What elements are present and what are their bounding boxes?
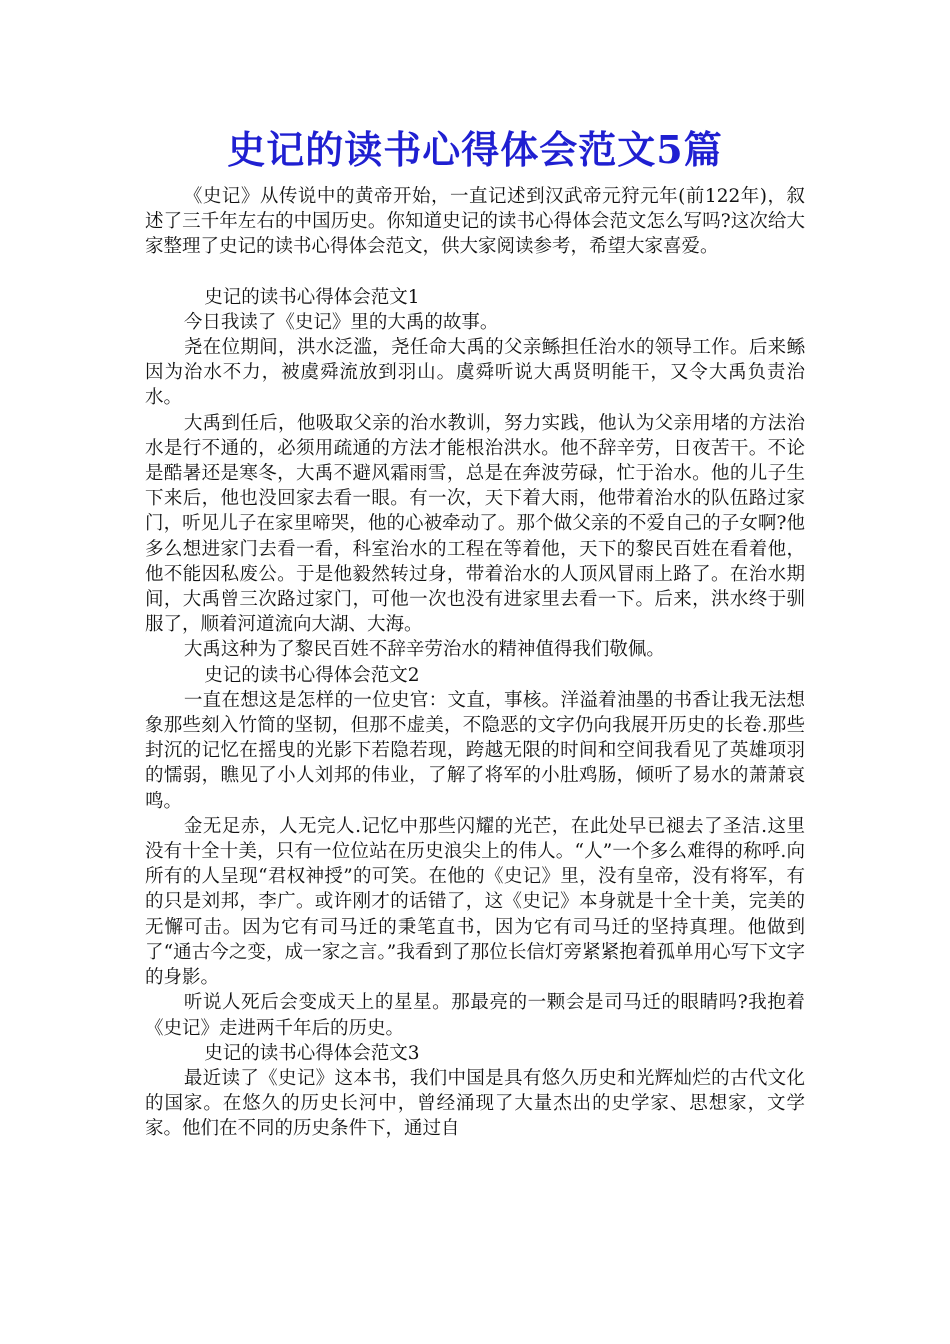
section-1 [145,285,805,663]
section-2 [145,663,805,1041]
paragraph: 今日我读了《史记》里的大禹的故事。 [183,311,499,333]
paragraph: 大禹这种为了黎民百姓不辞辛劳治水的精神值得我们敬佩。 [183,639,665,661]
section-heading: 史记的读书心得体会范文1 [204,286,420,308]
section-3 [145,1041,805,1142]
section-heading: 史记的读书心得体会范文3 [204,1042,420,1064]
paragraph: 一直在想这是怎样的一位史官：文直，事核。洋溢着油墨的书香让我无法想象那些刻入竹简的坚韧，但那不虚美，不隐恶的文字仍向我展开历史的长卷.那些封沉的记忆在摇曳的光影下若隐若现，跨越无限的时间和空间我看见了英雄项羽的懦弱，瞧见了小人刘邦的伟业，了解了将军的小肚鸡肠，倾听了易水的萧萧哀鸣。 [145,689,805,812]
paragraph: 听说人死后会变成天上的星星。那最亮的一颗会是司马迁的眼睛吗?我抱着《史记》走进两千年后的历史。 [145,992,805,1039]
document-title: 史记的读书心得体会范文5篇 [227,127,723,172]
section-heading: 史记的读书心得体会范文2 [204,664,420,686]
paragraph: 金无足赤，人无完人.记忆中那些闪耀的光芒，在此处早已褪去了圣洁.这里没有十全十美，只有一位位站在历史浪尖上的伟人。“人”一个多么难得的称呼.向所有的人呈现“君权神授”的可笑。在他的《史记》里，没有皇帝，没有将军，有的只是刘邦，李广。或许刚才的话错了，这《史记》本身就是十全十美，完美的无懈可击。因为它有司马迁的秉笔直书，因为它有司马迁的坚持真理。他做到了“通古今之变，成一家之言。”我看到了那位长信灯旁紧紧抱着孤单用心写下文字的身影。 [145,815,805,989]
intro-paragraph: 《史记》从传说中的黄帝开始，一直记述到汉武帝元狩元年(前122年)，叙述了三千年左右的中国历史。你知道史记的读书心得体会范文怎么写吗?这次给大家整理了史记的读书心得体会范文，供大家阅读参考，希望大家喜爱。 [145,186,805,258]
paragraph: 尧在位期间，洪水泛滥，尧任命大禹的父亲鲧担任治水的领导工作。后来鲧因为治水不力，被虞舜流放到羽山。虞舜听说大禹贤明能干，又令大禹负责治水。 [145,337,805,409]
paragraph: 最近读了《史记》这本书，我们中国是具有悠久历史和光辉灿烂的古代文化的国家。在悠久的历史长河中，曾经涌现了大量杰出的史学家、思想家，文学家。他们在不同的历史条件下，通过自 [145,1067,805,1140]
document-page [145,122,805,1142]
spacer [145,260,805,285]
paragraph: 大禹到任后，他吸取父亲的治水教训，努力实践，他认为父亲用堵的方法治水是行不通的，必须用疏通的方法才能根治洪水。他不辞辛劳，日夜苦干。不论是酷暑还是寒冬，大禹不避风霜雨雪，总是在奔波劳碌，忙于治水。他的儿子生下来后，他也没回家去看一眼。有一次，天下着大雨，他带着治水的队伍路过家门，听见儿子在家里啼哭，他的心被牵动了。那个做父亲的不爱自己的子女啊?他多么想进家门去看一看，科室治水的工程在等着他，天下的黎民百姓在看着他，他不能因私废公。于是他毅然转过身，带着治水的人顶风冒雨上路了。在治水期间，大禹曾三次路过家门，可他一次也没有进家里去看一下。后来，洪水终于驯服了，顺着河道流向大湖、大海。 [145,412,805,636]
